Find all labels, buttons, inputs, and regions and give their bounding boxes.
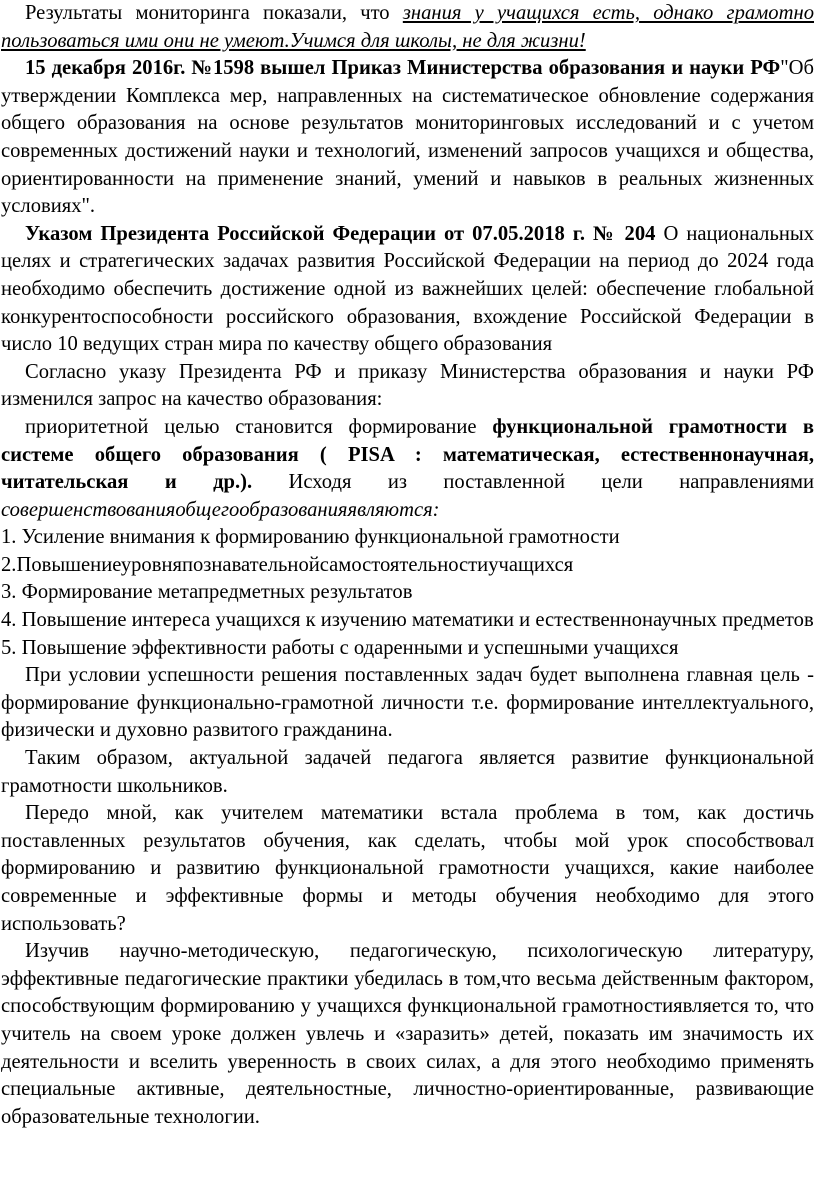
functional-literacy-bold-text: функциональной грамотности в системе общего образования ( PISA : математическая, естественнонаучная, читательская и др.). xyxy=(1,415,814,494)
paragraph-order-1598 xyxy=(1,55,814,221)
order-1598-heading: 15 декабря 2016г. №1598 вышел Приказ Министерства образования и науки РФ xyxy=(25,57,781,80)
monitoring-intro-text: Результаты мониторинга показали, что xyxy=(25,2,403,24)
list-item: 1. Усиление внимания к формированию функциональной грамотности xyxy=(1,526,620,549)
directions-italic-text: совершенствованияобщегообразованияявляются: xyxy=(1,498,440,521)
paragraph-decree-204 xyxy=(1,221,814,359)
paragraph-main-goal: При условии успешности решения поставленных задач будет выполнена главная цель - формирование функционально-грамотной личности т.е. формирование интеллектуального, физически и духовно развитого гражданина. xyxy=(1,664,814,742)
list-item: 3. Формирование метапредметных результатов xyxy=(1,581,413,604)
paragraph-study-conclusion: Изучив научно-методическую, педагогическую, психологическую литературу, эффективные педагогические практики убедилась в том,что весьма действенным фактором, способствующим формированию у учащихся функциональной грамотностиявляется то, что учитель на своем уроке должен увлечь и «заразить» детей, показать им значимость их деятельности и вселить уверенность в своих силах, а для этого необходимо применять специальные активные, деятельностные, личностно-ориентированные, развивающие образовательные технологии. xyxy=(1,940,814,1128)
paragraph-problem: Передо мной, как учителем математики встала проблема в том, как достичь поставленных результатов обучения, как сделать, чтобы мой урок способствовал формированию и развитию функциональной грамотности учащихся, какие наиболее современные и эффективные формы и методы обучения необходимо для этого использовать? xyxy=(1,802,814,935)
list-item: 2.Повышениеуровняпознавательнойсамостоятельностиучащихся xyxy=(1,553,574,576)
list-item: 4. Повышение интереса учащихся к изучению математики и естественнонаучных предметов xyxy=(1,609,814,632)
directions-text: Исходя из поставленной цели направлениями xyxy=(252,471,814,494)
paragraph-priority-goal xyxy=(1,414,814,524)
decree-204-text: О национальных целях и стратегических задачах развития Российской Федерации на период до 2024 года необходимо обеспечить достижение одной из важнейших целей: обеспечение глобальной конкурентоспособности российского образования, вхождение Российской Федерации в число 10 ведущих стран мира по качеству общего образования xyxy=(1,222,814,356)
order-1598-text: "Об утверждении Комплекса мер, направленных на систематическое обновление содержания общего образования на основе результатов мониторинговых исследований и с учетом современных достижений науки и технологий, изменений запросов учащихся и общества, ориентированности на применение знаний, умений и навыков в реальных жизненных условиях". xyxy=(1,57,814,218)
list-item: 5. Повышение эффективности работы с одаренными и успешными учащихся xyxy=(1,636,679,659)
paragraph-monitoring xyxy=(1,0,814,55)
priority-goal-text: приоритетной целью становится формирование xyxy=(25,415,493,438)
paragraph-request-change: Согласно указу Президента РФ и приказу Министерства образования и науки РФ изменился запрос на качество образования: xyxy=(1,360,814,411)
monitoring-conclusion-text: знания у учащихся есть, однако грамотно пользоваться ими они не умеют.Учимся для школы, не для жизни! xyxy=(1,2,814,52)
paragraph-teacher-task: Таким образом, актуальной задачей педагога является развитие функциональной грамотности школьников. xyxy=(1,747,814,797)
decree-204-heading: Указом Президента Российской Федерации от 07.05.2018 г. № 204 xyxy=(25,222,656,245)
